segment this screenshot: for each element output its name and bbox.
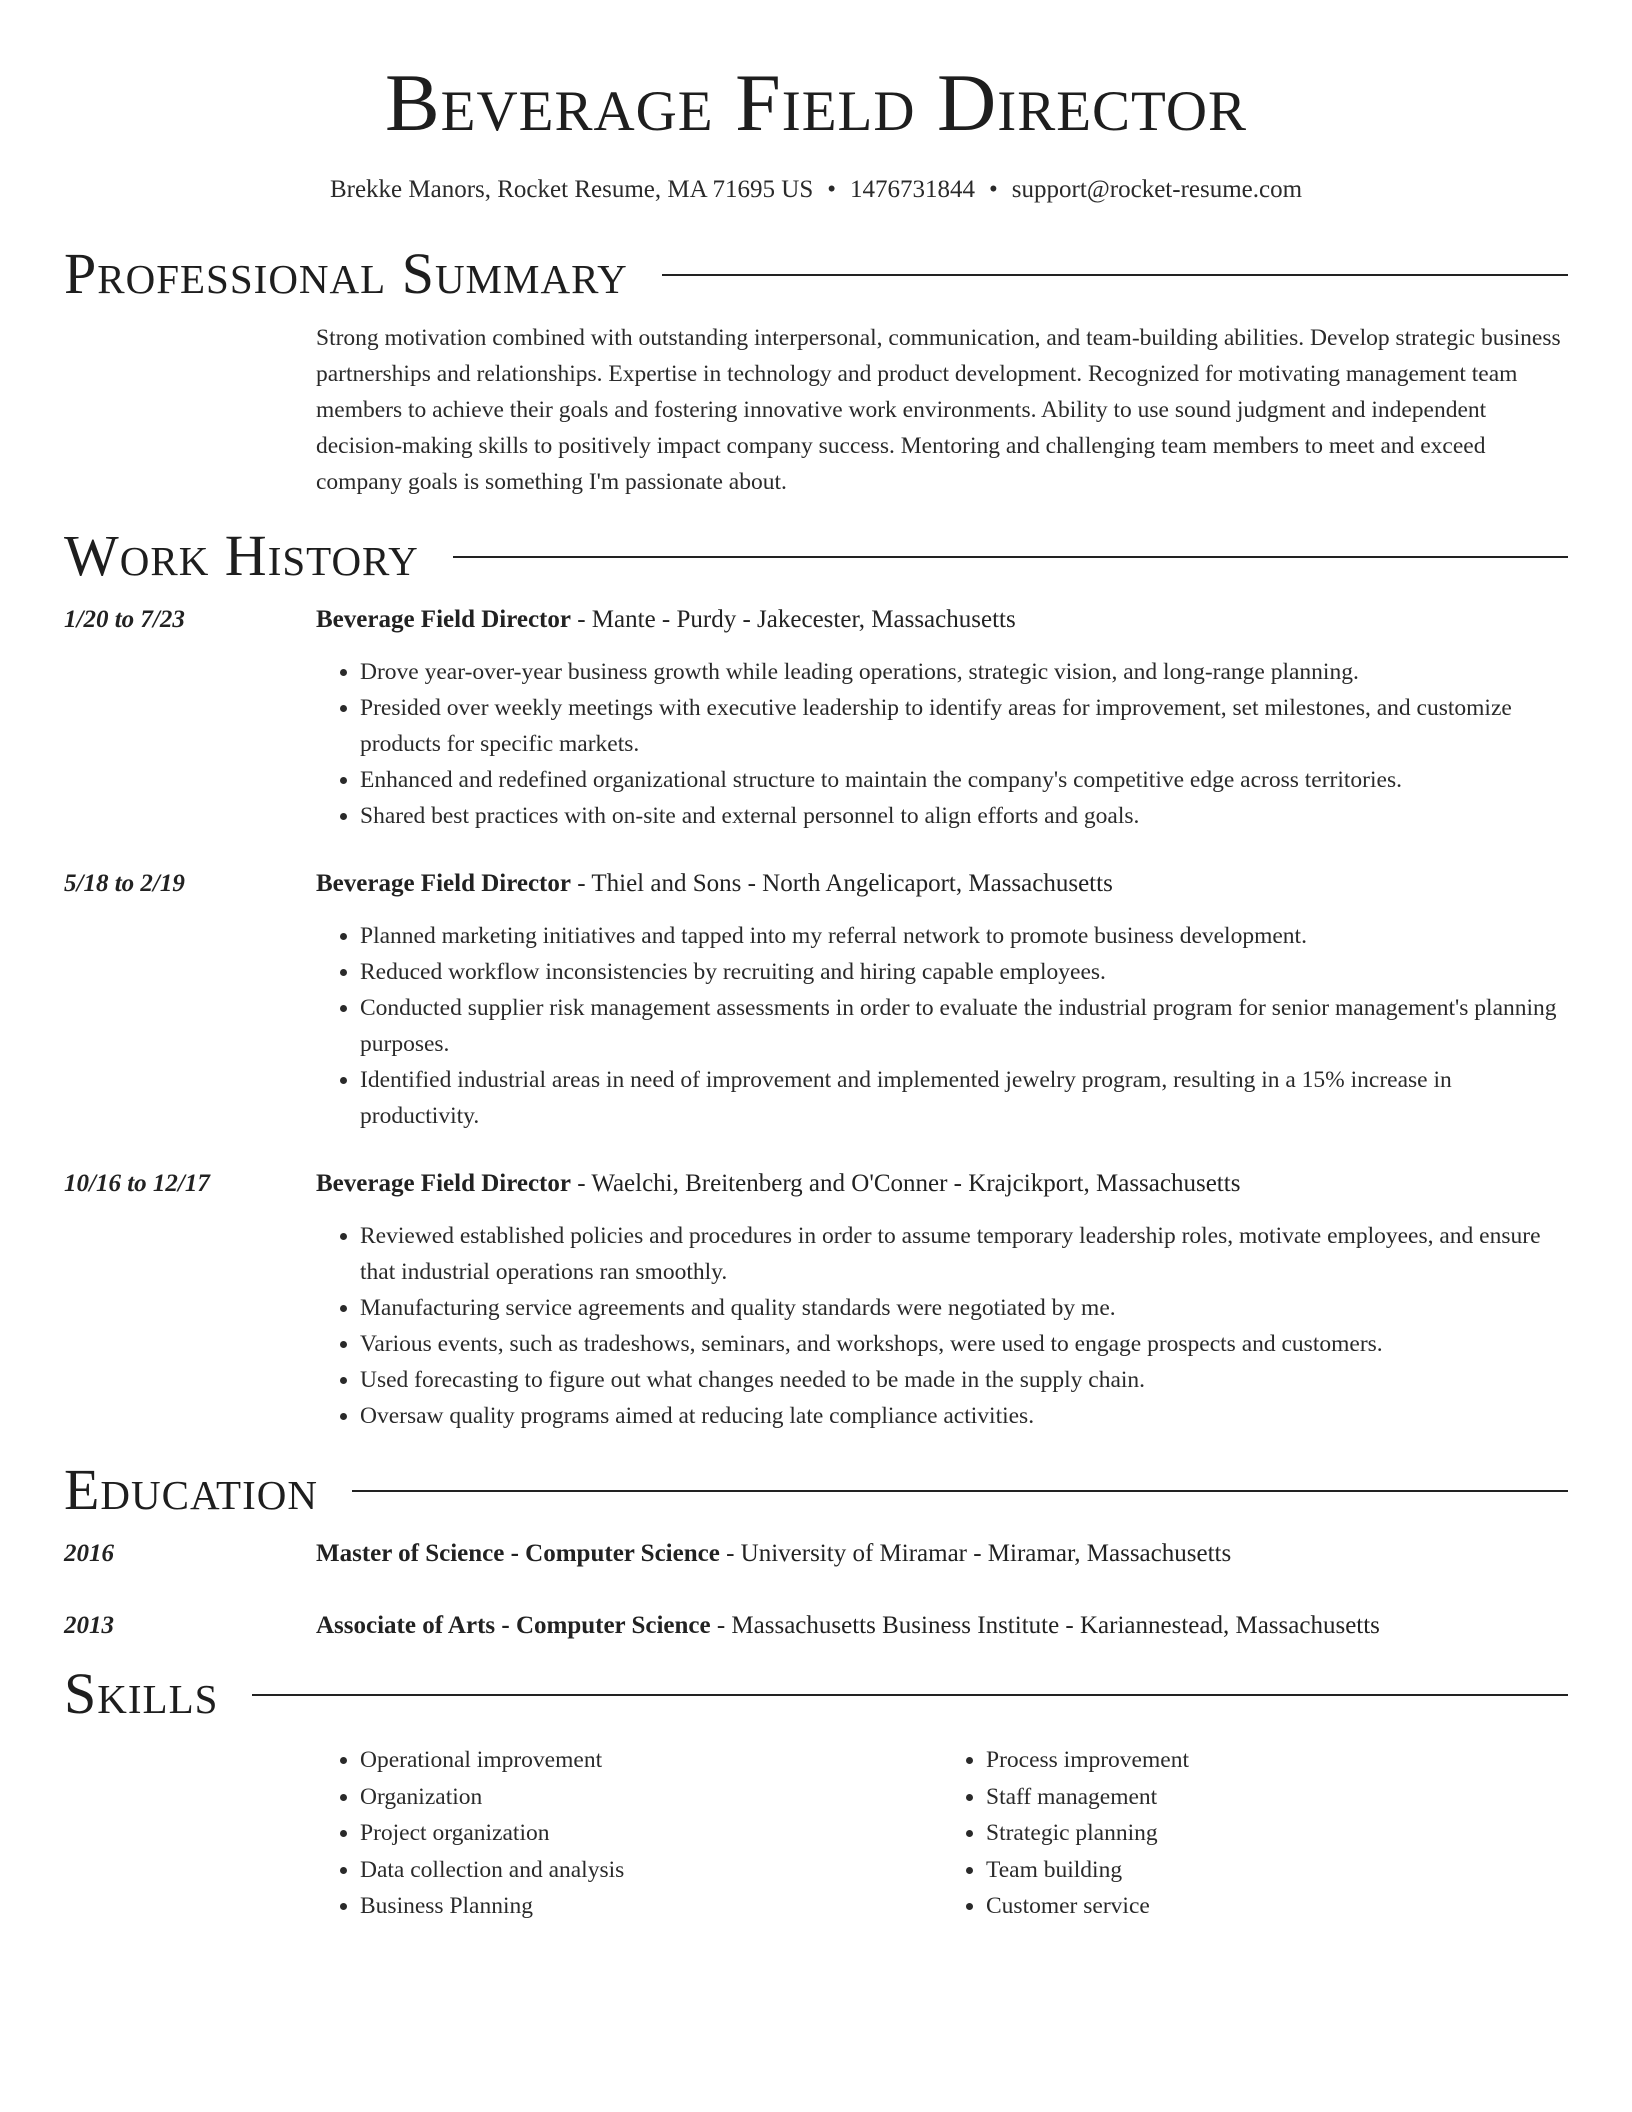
education-degree: Master of Science - Computer Science <box>316 1540 720 1567</box>
job-heading <box>316 602 1568 638</box>
job-details: - Waelchi, Breitenberg and O'Conner - Krajcikport, Massachusetts <box>570 1170 1241 1197</box>
education-year: 2016 <box>64 1540 114 1567</box>
contact-phone: 1476731844 <box>850 176 975 203</box>
education-degree: Associate of Arts - Computer Science <box>316 1612 711 1639</box>
job-bullet: • Identified industrial areas in need of improvement and implemented jewelry program, resulting in a 15% increase in productivity. <box>360 1062 1568 1134</box>
education-entry <box>64 1608 1568 1644</box>
job-bullet: • Reviewed established policies and procedures in order to assume temporary leadership roles, motivate employees, and ensure that industrial operations ran smoothly. <box>360 1218 1568 1290</box>
contact-separator: • <box>827 176 836 203</box>
education-year: 2013 <box>64 1612 114 1639</box>
work-heading: Work History <box>64 523 419 588</box>
job-dates: 10/16 to 12/17 <box>64 1170 210 1197</box>
summary-heading: Professional Summary <box>64 241 628 306</box>
job-bullet: • Reduced workflow inconsistencies by recruiting and hiring capable employees. <box>360 954 1568 990</box>
job-bullet: • Drove year-over-year business growth while leading operations, strategic vision, and long-range planning. <box>360 654 1568 690</box>
contact-email: support@rocket-resume.com <box>1011 176 1303 203</box>
job-bullet: • Presided over weekly meetings with executive leadership to identify areas for improvement, set milestones, and customize products for specific markets. <box>360 690 1568 762</box>
job-title: Beverage Field Director <box>316 606 571 633</box>
work-section-header <box>64 520 1568 592</box>
contact-line <box>64 172 1568 208</box>
education-content <box>316 1536 1568 1572</box>
job-bullet: • Conducted supplier risk management assessments in order to evaluate the industrial program for senior management's planning purposes. <box>360 990 1568 1062</box>
section-divider <box>352 1490 1568 1492</box>
job-title: Beverage Field Director <box>316 1170 571 1197</box>
job-bullet: • Oversaw quality programs aimed at reducing late compliance activities. <box>360 1398 1568 1434</box>
job-entry <box>64 866 1568 1134</box>
job-bullet: • Various events, such as tradeshows, seminars, and workshops, were used to engage prospects and customers. <box>360 1326 1568 1362</box>
candidate-name: Beverage Field Director <box>384 57 1248 148</box>
job-content <box>316 1166 1568 1434</box>
job-details: - Thiel and Sons - North Angelicaport, Massachusetts <box>570 870 1113 897</box>
education-section-header <box>64 1454 1568 1526</box>
skill-item: • Organization <box>360 1779 942 1816</box>
job-title: Beverage Field Director <box>316 870 571 897</box>
job-details: - Mante - Purdy - Jakecester, Massachusetts <box>570 606 1016 633</box>
skill-item: • Data collection and analysis <box>360 1852 942 1889</box>
job-bullet: • Enhanced and redefined organizational structure to maintain the company's competitive edge across territories. <box>360 762 1568 798</box>
skills-heading: Skills <box>64 1661 219 1726</box>
contact-address: Brekke Manors, Rocket Resume, MA 71695 US <box>329 176 814 203</box>
job-bullet: • Planned marketing initiatives and tapped into my referral network to promote business development. <box>360 918 1568 954</box>
skill-item: • Customer service <box>986 1888 1568 1925</box>
job-dates: 1/20 to 7/23 <box>64 606 185 633</box>
contact-separator: • <box>989 176 998 203</box>
education-details: - Massachusetts Business Institute - Kariannestead, Massachusetts <box>710 1612 1380 1639</box>
job-heading <box>316 866 1568 902</box>
skill-item: • Strategic planning <box>986 1815 1568 1852</box>
skill-item: • Project organization <box>360 1815 942 1852</box>
skill-item: • Staff management <box>986 1779 1568 1816</box>
skills-column-right <box>942 1742 1568 1925</box>
job-heading <box>316 1166 1568 1202</box>
skill-item: • Process improvement <box>986 1742 1568 1779</box>
job-bullets <box>316 1218 1568 1434</box>
education-details: - University of Miramar - Miramar, Massachusetts <box>719 1540 1232 1567</box>
section-divider <box>453 556 1568 558</box>
education-heading: Education <box>64 1457 318 1522</box>
skill-item: • Operational improvement <box>360 1742 942 1779</box>
summary-section-header <box>64 238 1568 310</box>
job-bullets <box>316 918 1568 1134</box>
job-dates: 5/18 to 2/19 <box>64 870 185 897</box>
job-bullet: • Used forecasting to figure out what changes needed to be made in the supply chain. <box>360 1362 1568 1398</box>
skill-item: • Team building <box>986 1852 1568 1889</box>
section-divider <box>252 1694 1568 1696</box>
summary-text: Strong motivation combined with outstanding interpersonal, communication, and team-building abilities. Develop strategic business partnerships and relationships. Expertise in technology and product development. Recognized for motivating management team members to achieve their goals and fostering innovative work environments. Ability to use sound judgment and independent decision-making skills to positively impact company success. Mentoring and challenging team members to meet and exceed company goals is something I'm passionate about. <box>316 325 1561 495</box>
skills-section-header <box>64 1658 1568 1730</box>
job-entry <box>64 602 1568 834</box>
education-content <box>316 1608 1568 1644</box>
job-entry <box>64 1166 1568 1434</box>
job-content <box>316 866 1568 1134</box>
education-entry <box>64 1536 1568 1572</box>
skill-item: • Business Planning <box>360 1888 942 1925</box>
skills-column-left <box>316 1742 942 1925</box>
skills-list <box>316 1742 1568 1925</box>
job-bullet: • Shared best practices with on-site and external personnel to align efforts and goals. <box>360 798 1568 834</box>
job-bullet: • Manufacturing service agreements and quality standards were negotiated by me. <box>360 1290 1568 1326</box>
section-divider <box>662 274 1568 276</box>
job-content <box>316 602 1568 834</box>
job-bullets <box>316 654 1568 834</box>
